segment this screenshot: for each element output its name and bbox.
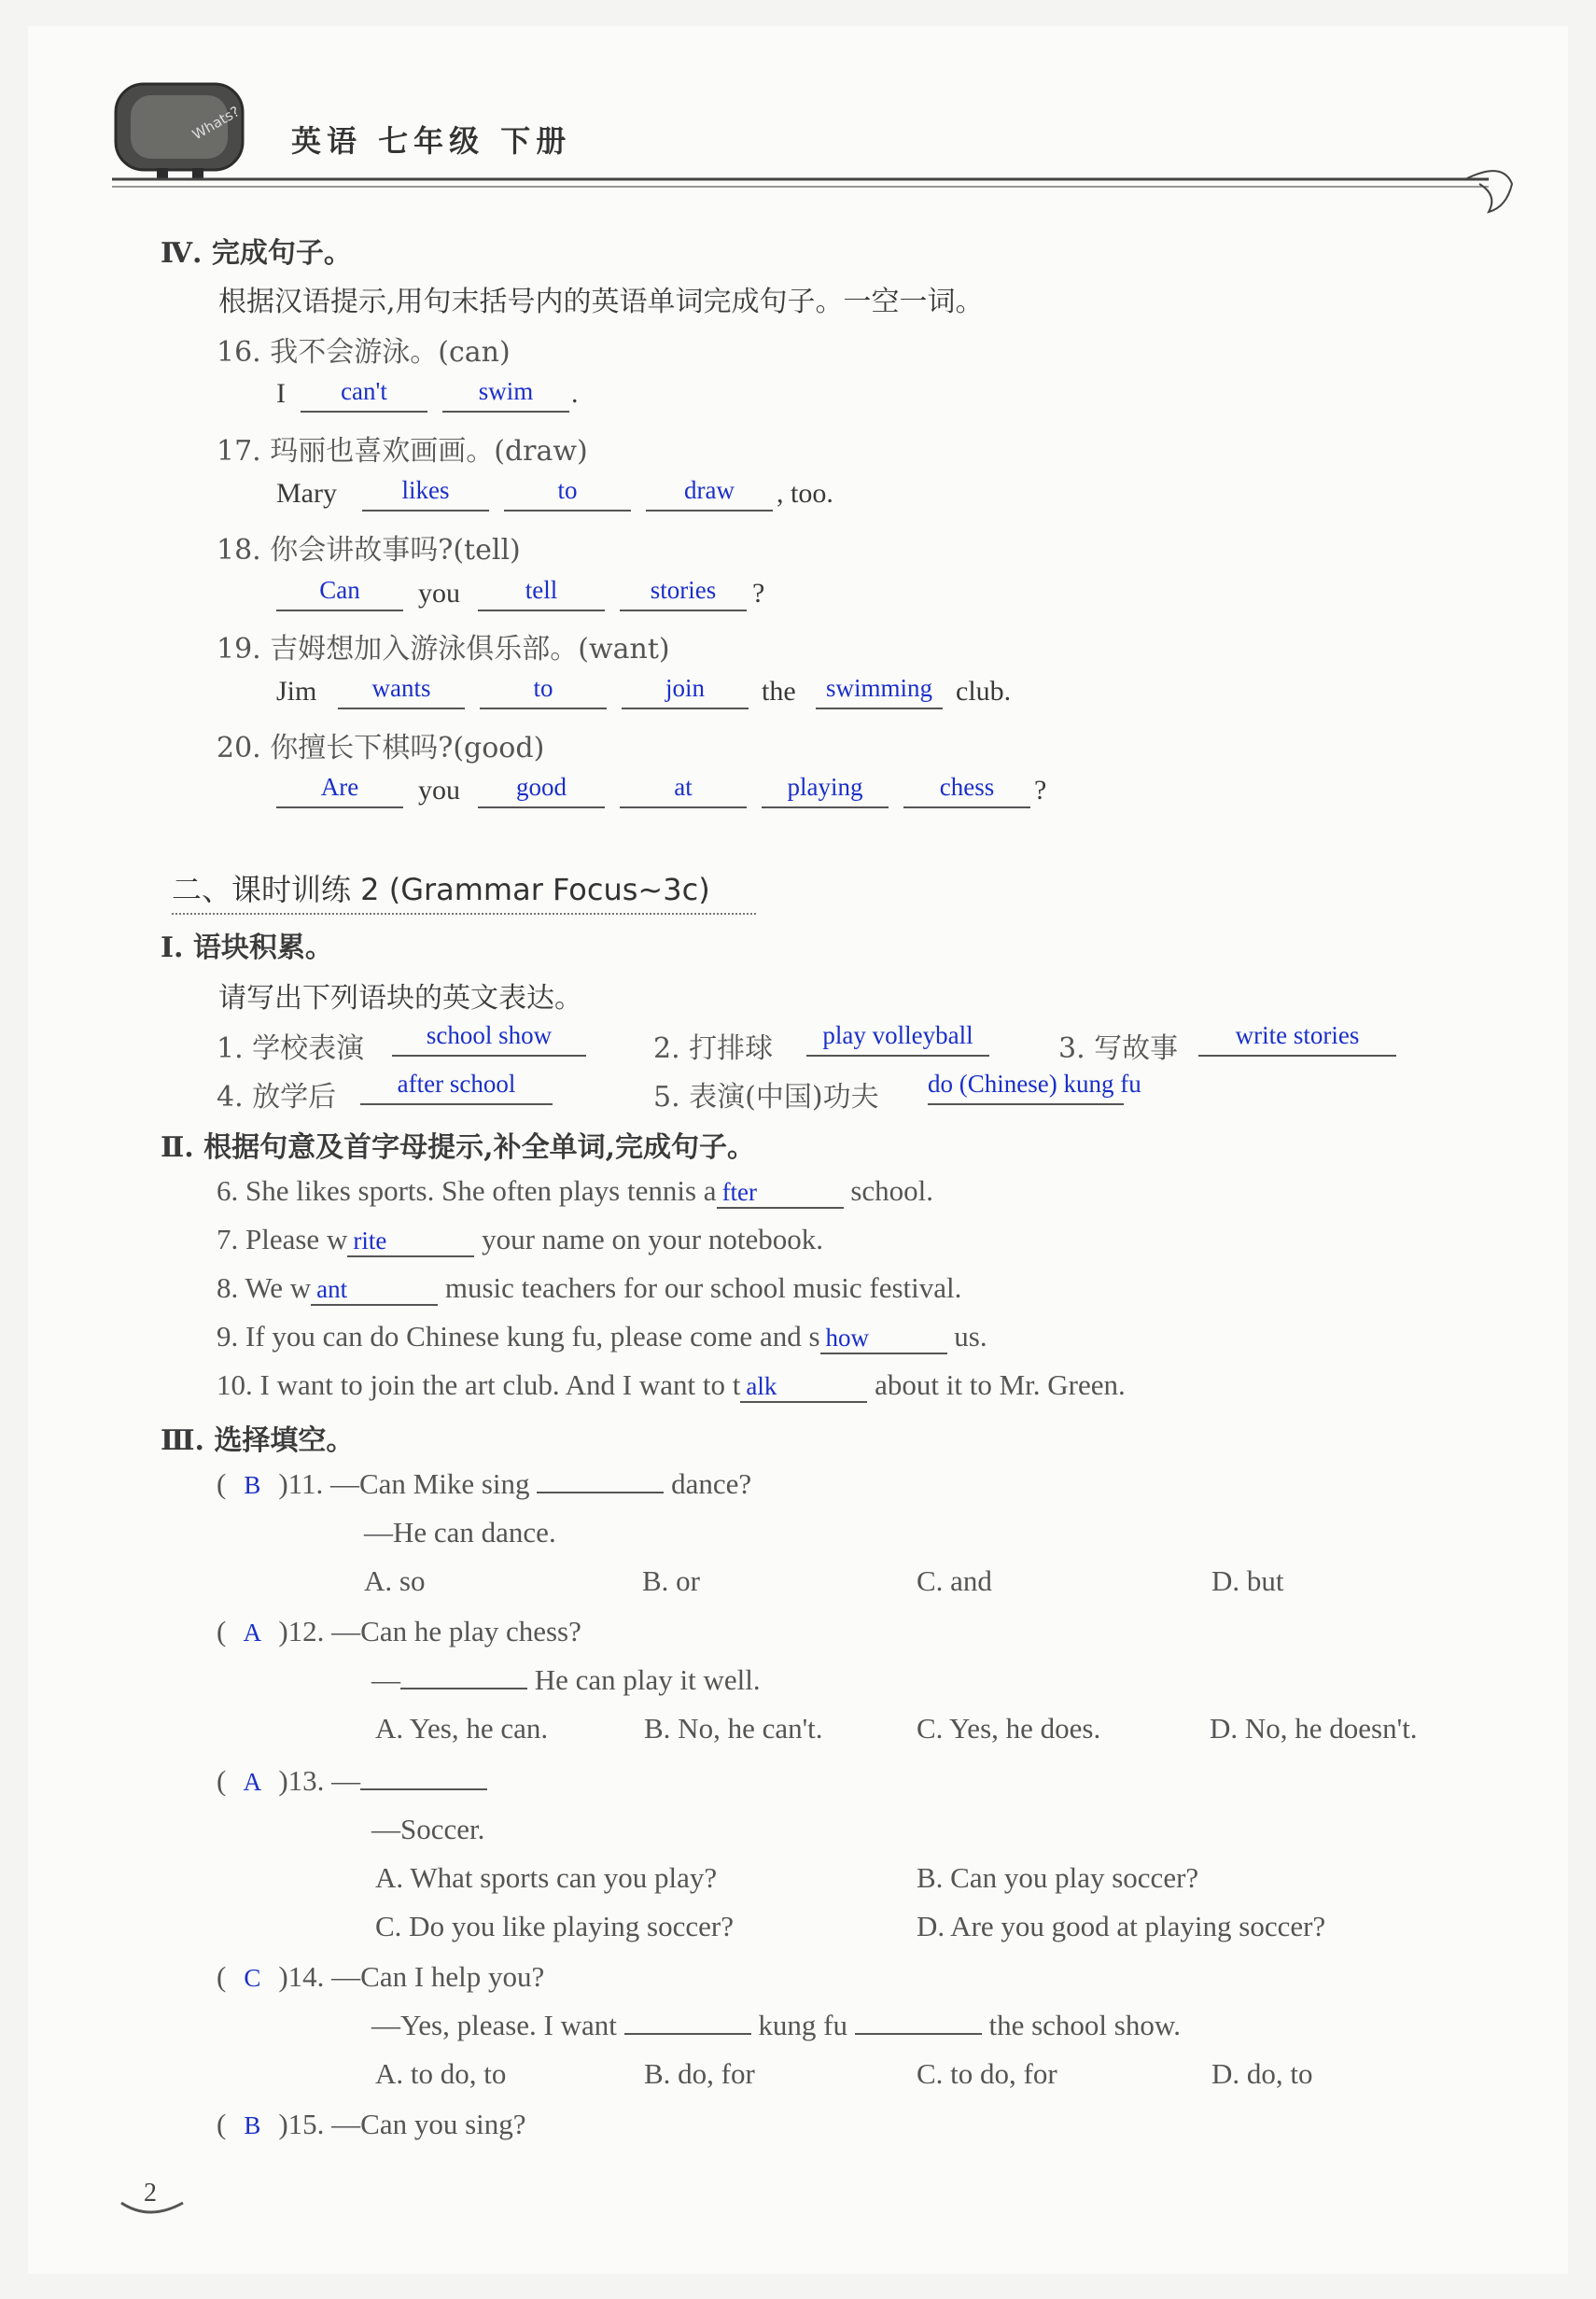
mc14-opt-c[interactable]: C. to do, for [917,2057,1057,2090]
q18-blank-3[interactable] [620,576,747,611]
q19-answer-2: to [533,674,553,702]
q18-answer-2: tell [525,576,558,604]
phrase-3-blank[interactable] [1198,1021,1396,1057]
q20-mid: you [418,775,460,806]
q18-blank-2[interactable] [478,576,605,611]
phrase-2-answer: play volleyball [822,1021,973,1049]
part2-title: 二、课时训练 2 (Grammar Focus~3c) [172,872,710,907]
q20-blank-4[interactable] [762,773,889,808]
mc12-opt-b[interactable]: B. No, he can't. [644,1712,823,1745]
phrase-1-blank[interactable] [392,1021,586,1057]
q19-mid: the [762,676,796,707]
s2-item-9 [217,1320,987,1354]
phrase-2-blank[interactable] [806,1021,989,1057]
phrase-3-prompt: 3. 写故事 [1058,1032,1179,1065]
s2-item-8 [217,1271,961,1306]
s2-item-8-post: music teachers for our school music festival. [444,1271,962,1304]
phrase-1-prompt: 1. 学校表演 [217,1032,365,1065]
q20-answer-5: chess [939,773,995,801]
section-i-heading: Ⅰ. 语块积累。 [161,932,333,964]
s2-item-6-post: school. [850,1174,933,1207]
mc12-line2-post: He can play it well. [534,1663,761,1696]
mc13-answer[interactable]: A [243,1768,262,1796]
mc13-blank[interactable] [360,1764,487,1790]
mc12-stem: )12. —Can he play chess? [278,1615,581,1647]
q17-blank-1[interactable] [362,476,489,512]
q16-answer-1: can't [341,377,387,405]
header-rule [112,166,1531,222]
phrase-1-answer: school show [426,1021,553,1049]
phrase-4-blank[interactable] [360,1070,553,1105]
q20-blank-1[interactable] [276,773,403,808]
q19-end: club. [956,676,1012,707]
mc14-answer[interactable]: C [244,1964,261,1992]
mc12-opt-c[interactable]: C. Yes, he does. [917,1712,1101,1745]
q20-answer-1: Are [320,773,359,801]
q20-answer-3: at [674,773,693,801]
mc11: ( B )11. —Can Mike sing dance? [217,1467,752,1500]
phrase-5-blank[interactable] [928,1070,1141,1105]
q19-blank-4[interactable] [816,674,943,709]
mc12-line2-pre: — [371,1663,400,1696]
q16-pre: I [276,378,286,409]
q17-blank-3[interactable] [646,476,773,512]
mc13-opt-c[interactable]: C. Do you like playing soccer? [375,1910,734,1942]
s2-item-7-answer[interactable]: rite [347,1227,474,1257]
q18-blank-1[interactable] [276,576,403,611]
q20-blank-3[interactable] [620,773,747,808]
phrase-4-answer: after school [397,1070,516,1098]
mc11-opt-b[interactable]: B. or [642,1564,700,1597]
s2-item-8-answer[interactable]: ant [311,1275,438,1306]
mc14-line2-c: the school show. [988,2009,1181,2041]
mc11-answer[interactable]: B [244,1471,261,1499]
mc13-opt-d[interactable]: D. Are you good at playing soccer? [917,1910,1326,1942]
mc14-blank-1[interactable] [624,2009,751,2035]
mc14-stem: )14. —Can I help you? [278,1960,545,1993]
q17-pre: Mary [276,478,337,509]
s2-item-7 [217,1223,823,1257]
phrase-4-prompt: 4. 放学后 [217,1081,337,1114]
s2-item-9-answer[interactable]: how [820,1324,947,1354]
s2-item-6-answer[interactable]: fter [717,1178,844,1209]
mc11-opt-a[interactable]: A. so [364,1564,426,1597]
mc14: ( C )14. —Can I help you? [217,1960,545,1993]
mc15: ( B )15. —Can you sing? [217,2108,526,2140]
s2-item-7-post: your name on your notebook. [482,1223,823,1255]
mc15-stem: )15. —Can you sing? [278,2108,526,2140]
q18-mid: you [418,578,460,609]
mc13-opt-a[interactable]: A. What sports can you play? [375,1861,718,1894]
q19-answer-4: swimming [825,674,932,702]
q20-answer-2: good [516,773,567,801]
mc12: ( A )12. —Can he play chess? [217,1615,581,1647]
q16-prompt: 16. 我不会游泳。(can) [217,336,511,369]
q18-end: ? [752,578,765,609]
s2-item-10-answer[interactable]: alk [740,1372,867,1403]
q16-end: . [571,378,579,409]
mc14-blank-2[interactable] [855,2009,982,2035]
mc14-line2-a: —Yes, please. I want [371,2009,617,2041]
section-iv-heading: Ⅳ. 完成句子。 [161,237,352,270]
phrase-5-answer: do (Chinese) kung fu [928,1070,1141,1098]
phrase-3-answer: write stories [1235,1021,1360,1049]
s2-item-10 [217,1368,1126,1403]
mc11-opt-c[interactable]: C. and [917,1564,992,1597]
mc11-stem: )11. —Can Mike sing [278,1467,530,1500]
q19-answer-1: wants [371,674,431,702]
section-iii-heading: Ⅲ. 选择填空。 [161,1424,355,1457]
mc11-blank[interactable] [537,1467,664,1493]
q17-end: , too. [777,478,833,509]
q16-blank-2[interactable] [442,377,569,413]
q20-blank-5[interactable] [903,773,1030,808]
page-number-badge [116,2175,190,2222]
s2-item-6 [217,1174,933,1209]
mc13-stem: )13. — [278,1764,361,1797]
phrase-5-prompt: 5. 表演(中国)功夫 [653,1081,879,1114]
q16-answer-2: swim [478,377,534,405]
q17-blank-2[interactable] [504,476,631,512]
s2-item-6-pre: 6. She likes sports. She often plays tennis a [217,1174,717,1207]
q16-blank-1[interactable] [301,377,427,413]
mc14-opt-d[interactable]: D. do, to [1211,2057,1313,2090]
mc13-opt-b[interactable]: B. Can you play soccer? [917,1861,1199,1894]
q19-blank-3[interactable] [622,674,749,709]
mc12-answer[interactable]: A [243,1619,262,1647]
page-number: 2 [144,2179,157,2208]
q19-prompt: 19. 吉姆想加入游泳俱乐部。(want) [217,633,670,666]
mc15-answer[interactable]: B [244,2111,261,2139]
s2-item-9-pre: 9. If you can do Chinese kung fu, please come and s [217,1320,820,1353]
section-i-instruction: 请写出下列语块的英文表达。 [218,982,582,1015]
svg-text:Whats?: Whats? [189,103,243,144]
mc11-post: dance? [671,1467,752,1500]
mc13-line2: —Soccer. [371,1813,485,1845]
s2-item-10-post: about it to Mr. Green. [875,1368,1126,1401]
mc11-line2: —He can dance. [364,1516,556,1549]
q20-end: ? [1034,775,1047,806]
mc14-line2-b: kung fu [758,2009,847,2041]
section-iv-instruction: 根据汉语提示,用句末括号内的英语单词完成句子。一空一词。 [218,286,984,318]
q18-answer-3: stories [650,576,717,604]
q20-prompt: 20. 你擅长下棋吗?(good) [217,732,545,764]
mc11-opt-d[interactable]: D. but [1211,1564,1284,1597]
s2-item-9-post: us. [954,1320,987,1353]
q19-pre: Jim [276,676,317,707]
q20-answer-4: playing [787,773,863,801]
mc13: ( A )13. — [217,1764,487,1798]
mc14-line2 [371,2009,1181,2042]
q18-answer-1: Can [319,576,360,604]
section-ii-heading: Ⅱ. 根据句意及首字母提示,补全单词,完成句子。 [161,1131,756,1164]
mc12-blank[interactable] [400,1663,527,1689]
q20-blank-2[interactable] [478,773,605,808]
q17-answer-2: to [557,476,578,504]
mc14-opt-b[interactable]: B. do, for [644,2057,755,2090]
q19-answer-3: join [665,674,705,702]
q17-prompt: 17. 玛丽也喜欢画画。(draw) [217,435,588,468]
s2-item-7-pre: 7. Please w [217,1223,348,1255]
q19-blank-2[interactable] [480,674,607,709]
book-title: 英语 七年级 下册 [291,123,572,159]
q17-answer-3: draw [684,476,735,504]
mc12-line2 [371,1663,761,1697]
q17-answer-1: likes [401,476,450,504]
q19-blank-1[interactable] [338,674,465,709]
mc12-opt-a[interactable]: A. Yes, he can. [375,1712,549,1745]
s2-item-8-pre: 8. We w [217,1271,312,1304]
phrase-2-prompt: 2. 打排球 [653,1032,774,1065]
part2-title-box [172,866,756,915]
mc12-opt-d[interactable]: D. No, he doesn't. [1210,1712,1418,1745]
mc14-opt-a[interactable]: A. to do, to [375,2057,507,2090]
q18-prompt: 18. 你会讲故事吗?(tell) [217,534,521,567]
s2-item-10-pre: 10. I want to join the art club. And I want to t [217,1368,741,1401]
